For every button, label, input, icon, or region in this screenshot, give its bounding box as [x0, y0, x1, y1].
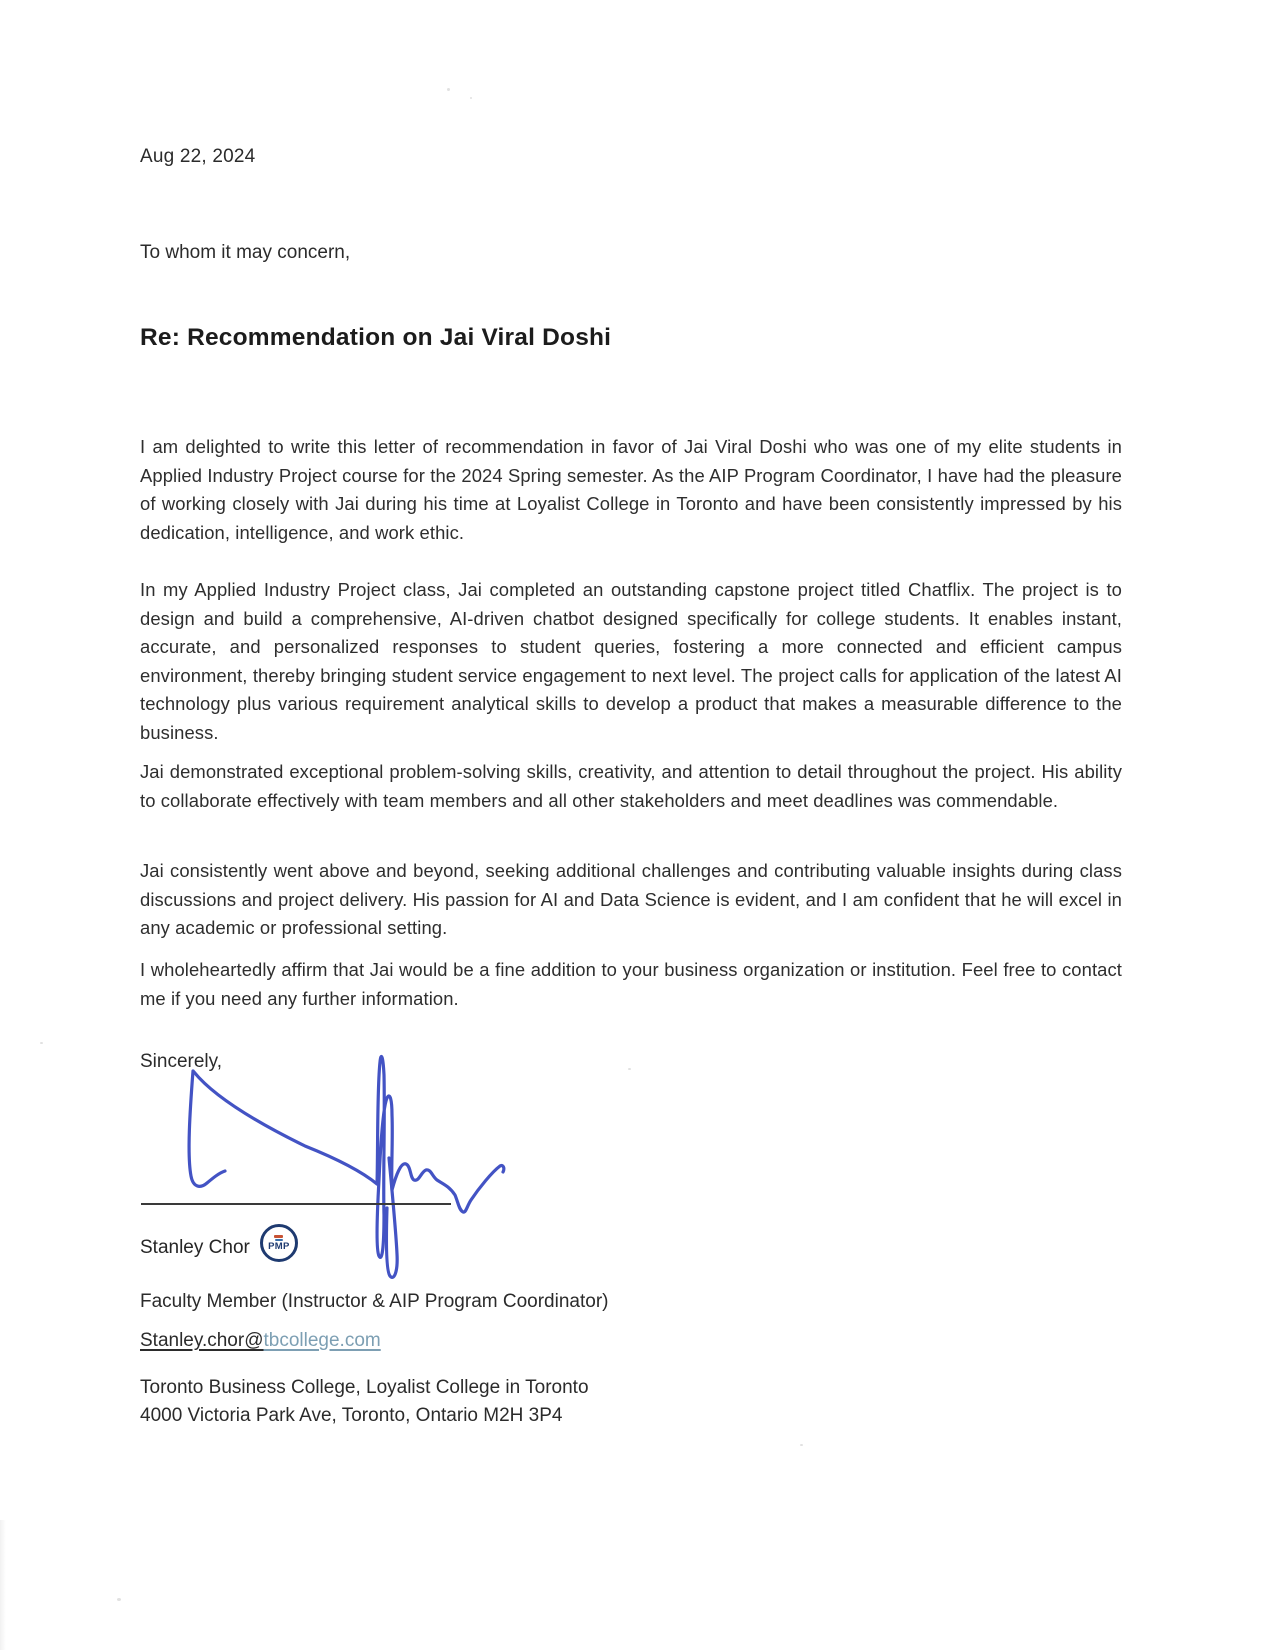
address-line: 4000 Victoria Park Ave, Toronto, Ontario M2H 3P4 [140, 1405, 563, 1426]
scan-speck [40, 1042, 43, 1044]
signature-stroke-loop [386, 1158, 397, 1277]
body-paragraph-5: I wholeheartedly affirm that Jai would be a fine addition to your business organization or institution. Feel free to contact me if you need any further information. [140, 959, 1122, 1009]
organization-line: Toronto Business College, Loyalist College in Toronto [140, 1377, 589, 1398]
letter-date: Aug 22, 2024 [140, 146, 256, 167]
scan-speck [447, 88, 450, 91]
pmi-mark [274, 1235, 283, 1241]
subject-heading: Re: Recommendation on Jai Viral Doshi [140, 324, 612, 351]
body-paragraph-4: Jai consistently went above and beyond, seeking additional challenges and contributing valuable insights during class discussions and project delivery. His passion for AI and Data Science is evident, and I am confident that he will excel in any academic or professional setting. [140, 860, 1122, 939]
signature-stroke-left [189, 1071, 225, 1186]
email-user-part[interactable]: Stanley.chor@ [140, 1330, 264, 1351]
signer-name: Stanley Chor [140, 1237, 250, 1258]
scan-edge-shadow [0, 1520, 6, 1650]
email-address[interactable] [140, 1330, 381, 1352]
salutation: To whom it may concern, [140, 242, 351, 263]
body-paragraph-2: In my Applied Industry Project class, Jai completed an outstanding capstone project titled Chatflix. The project is to design and build a comprehensive, AI-driven chatbot designed specifically for college students. It enables instant, accurate, and personalized responses to student queries, fostering a more connected and efficient campus environment, thereby bringing student service engagement to next level. The project calls for application of the latest AI technology plus various requirement analytical skills to develop a product that makes a measurable difference to the business. [140, 579, 1122, 743]
signer-row [140, 1224, 298, 1262]
pmp-badge-label: PMP [268, 1240, 290, 1252]
body-paragraph-3: Jai demonstrated exceptional problem-solving skills, creativity, and attention to detail throughout the project. His ability to collaborate effectively with team members and all other stakeholders and meet deadlines was commendable. [140, 761, 1122, 811]
pmp-badge-icon [260, 1224, 298, 1262]
scan-speck [117, 1598, 121, 1601]
signature-line [141, 1203, 451, 1205]
scan-speck [800, 1444, 803, 1446]
scan-speck [628, 1068, 631, 1070]
email-domain-part[interactable]: tbcollege.com [263, 1330, 381, 1351]
scan-speck [470, 97, 472, 99]
closing-word: Sincerely, [140, 1051, 223, 1072]
body-paragraph-1: I am delighted to write this letter of recommendation in favor of Jai Viral Doshi who was one of my elite students in Applied Industry Project course for the 2024 Spring semester. As the AIP Program Coordinator, I have had the pleasure of working closely with Jai during his time at Loyalist College in Toronto and have been consistently impressed by his dedication, intelligence, and work ethic. [140, 436, 1122, 543]
signer-title: Faculty Member (Instructor & AIP Program Coordinator) [140, 1291, 609, 1312]
